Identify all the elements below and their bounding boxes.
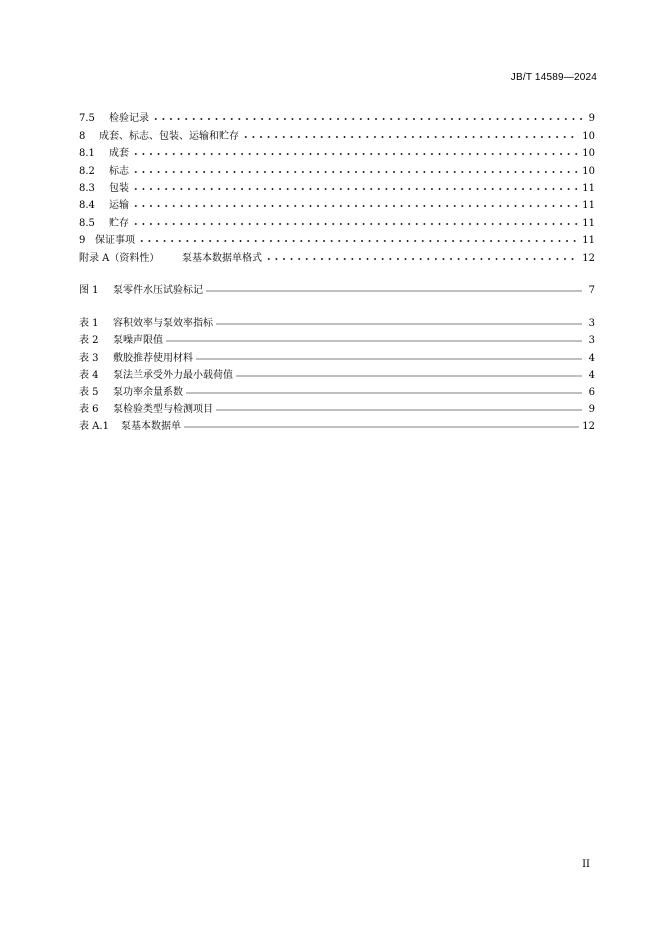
toc-entry[interactable] — [79, 230, 595, 247]
toc-leader-dots — [132, 221, 579, 227]
toc-entry-number: 8.5 — [79, 217, 95, 229]
toc-leader-dots — [152, 116, 582, 122]
toc-entry-page: 10 — [582, 148, 595, 160]
table-entry-title: 泵检验类型与检测项目 — [113, 404, 213, 416]
table-entry-number: 表 5 — [79, 386, 99, 398]
table-entry-page: 4 — [588, 352, 595, 364]
toc-leader-dots — [132, 151, 579, 157]
table-entry-number: 表 6 — [79, 404, 99, 416]
toc-entry-page: 11 — [582, 235, 595, 247]
toc-entry-page: 10 — [582, 130, 595, 142]
toc-entry[interactable] — [79, 247, 595, 264]
toc-entry-number: 8.4 — [79, 200, 95, 212]
table-entry[interactable] — [79, 382, 595, 399]
table-entry-number: 表 4 — [79, 369, 99, 381]
table-entry-title: 泵法兰承受外力最小载荷值 — [113, 369, 233, 381]
toc-entry-page: 11 — [582, 217, 595, 229]
toc-leader-dots — [132, 203, 579, 209]
toc-leader-dots — [265, 256, 579, 262]
toc-entry[interactable] — [79, 195, 595, 212]
header-rule — [75, 87, 603, 88]
table-leader-dots — [196, 356, 582, 362]
table-entry[interactable] — [79, 365, 595, 382]
toc-entry-title: 成套 — [109, 148, 129, 160]
toc-entry[interactable] — [79, 178, 595, 195]
toc-entry-number: 8.2 — [79, 165, 95, 177]
table-entry[interactable] — [79, 330, 595, 347]
figure-entry-number: 图 1 — [79, 285, 99, 297]
table-entry-title: 敷胶推荐使用材料 — [113, 352, 193, 364]
table-entry[interactable] — [79, 416, 595, 433]
list-of-tables — [79, 313, 595, 433]
table-entry-number: 表 2 — [79, 335, 99, 347]
figure-entry-page: 7 — [588, 285, 595, 297]
table-entry-number: 表 1 — [79, 318, 99, 330]
toc-entry[interactable] — [79, 108, 595, 125]
table-entry-title: 泵功率余量系数 — [113, 386, 183, 398]
table-entry-page: 3 — [588, 318, 595, 330]
toc-entry-title: 成套、标志、包装、运输和贮存 — [99, 130, 239, 142]
standard-code: JB/T 14589—2024 — [510, 72, 597, 83]
table-entry-number: 表 3 — [79, 352, 99, 364]
toc-entry-title: 检验记录 — [109, 113, 149, 125]
table-leader-dots — [216, 321, 582, 327]
list-of-figures — [79, 280, 595, 297]
toc-leader-dots — [138, 238, 579, 244]
table-leader-dots — [166, 338, 582, 344]
toc-entry-page: 11 — [582, 200, 595, 212]
toc-leader-dots — [132, 186, 579, 192]
table-entry-title: 容积效率与泵效率指标 — [113, 318, 213, 330]
table-entry-page: 4 — [588, 369, 595, 381]
table-entry[interactable] — [79, 399, 595, 416]
toc-leader-dots — [132, 169, 579, 175]
toc-entry-number: 8.1 — [79, 148, 95, 160]
toc-entry[interactable] — [79, 143, 595, 160]
table-entry-page: 9 — [588, 404, 595, 416]
table-entry-page: 12 — [582, 421, 595, 433]
page-number: II — [582, 859, 590, 870]
toc-entry-title: 泵基本数据单格式 — [182, 252, 262, 264]
toc-entry-number: 7.5 — [79, 113, 95, 125]
table-leader-dots — [236, 373, 582, 379]
toc-entry-title: 包装 — [109, 182, 129, 194]
table-leader-dots — [216, 407, 582, 413]
toc-entry-page: 12 — [582, 252, 595, 264]
toc-entry[interactable] — [79, 160, 595, 177]
table-entry[interactable] — [79, 313, 595, 330]
table-entry-page: 6 — [588, 386, 595, 398]
toc-entry-number: 8.3 — [79, 182, 95, 194]
toc-entry[interactable] — [79, 125, 595, 142]
figure-leader-dots — [206, 288, 582, 294]
table-entry-title: 泵基本数据单 — [121, 421, 181, 433]
figure-entry[interactable] — [79, 280, 595, 297]
table-entry-title: 泵噪声限值 — [113, 335, 163, 347]
toc-entry-number: 附录 A（资料性） — [79, 252, 160, 264]
toc-entry-page: 11 — [582, 182, 595, 194]
table-entry[interactable] — [79, 347, 595, 364]
toc-leader-dots — [242, 134, 579, 140]
toc-entry-title: 运输 — [109, 200, 129, 212]
toc-entry-title: 标志 — [109, 165, 129, 177]
table-entry-page: 3 — [588, 335, 595, 347]
table-leader-dots — [186, 390, 582, 396]
table-entry-number: 表 A.1 — [79, 421, 109, 433]
toc-entry-page: 9 — [588, 113, 595, 125]
toc-entry-number: 9 — [79, 235, 86, 247]
table-of-contents — [79, 108, 595, 265]
figure-entry-title: 泵零件水压试验标记 — [113, 285, 203, 297]
toc-entry-title: 贮存 — [109, 217, 129, 229]
table-leader-dots — [184, 424, 579, 430]
toc-entry[interactable] — [79, 212, 595, 229]
toc-entry-title: 保证事项 — [95, 235, 135, 247]
toc-entry-page: 10 — [582, 165, 595, 177]
toc-entry-number: 8 — [79, 130, 86, 142]
